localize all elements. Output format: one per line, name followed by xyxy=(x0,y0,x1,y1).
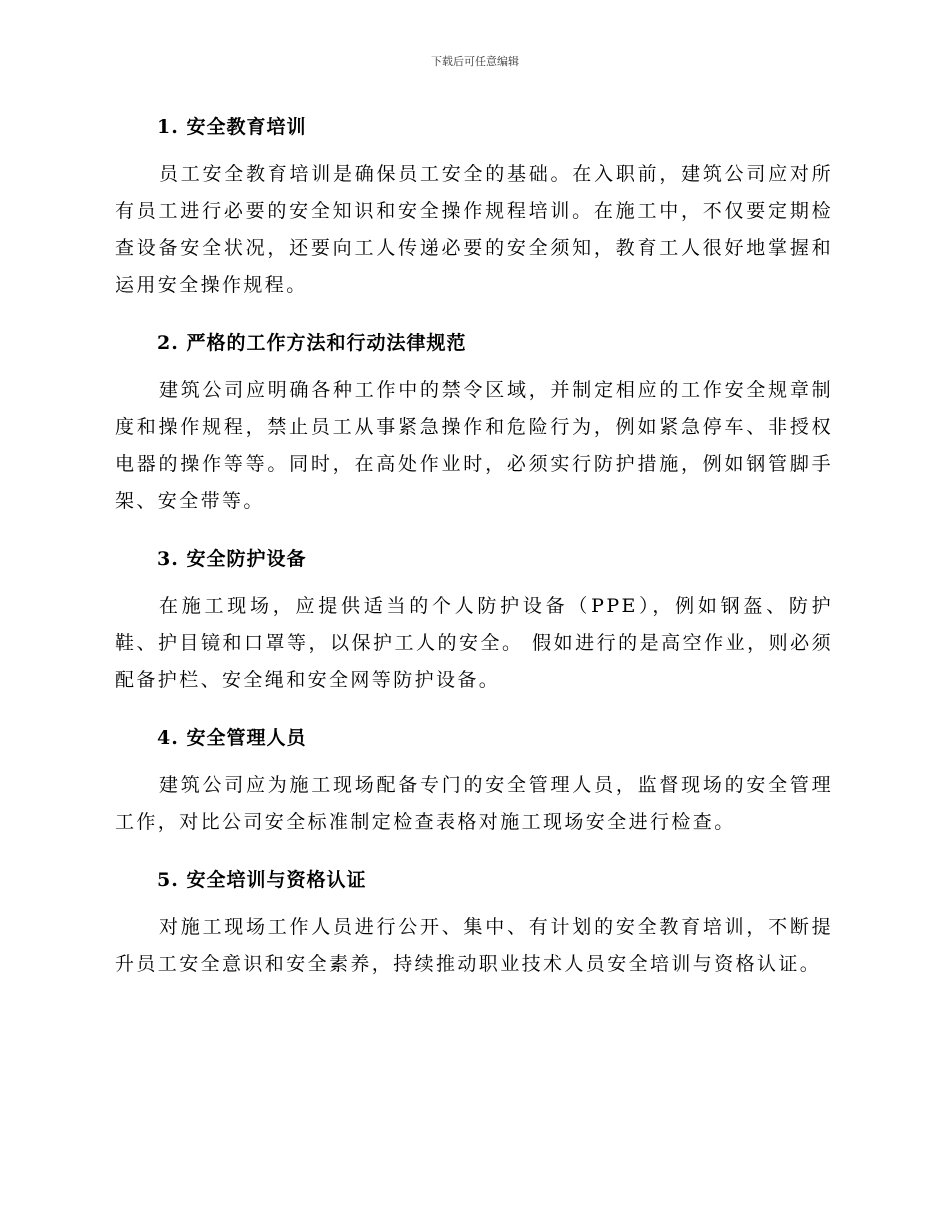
section-heading-1: 1. 安全教育培训 xyxy=(157,116,307,138)
section-heading-4: 4. 安全管理人员 xyxy=(157,727,307,749)
section-heading-5: 5. 安全培训与资格认证 xyxy=(157,869,367,891)
section-body-2: 建筑公司应明确各种工作中的禁令区域，并制定相应的工作安全规章制度和操作规程，禁止员工从事紧急操作和危险行为，例如紧急停车、非授权电器的操作等等。同时，在高处作业时，必须实行防护措施，例如钢管脚手架、安全带等。 xyxy=(115,379,833,512)
header-note: 下载后可任意编辑 xyxy=(431,55,519,68)
section-heading-3: 3. 安全防护设备 xyxy=(157,548,307,570)
document-content xyxy=(115,112,833,983)
section-body-5: 对施工现场工作人员进行公开、集中、有计划的安全教育培训，不断提升员工安全意识和安全素养，持续推动职业技术人员安全培训与资格认证。 xyxy=(115,916,833,975)
section-body-4: 建筑公司应为施工现场配备专门的安全管理人员，监督现场的安全管理工作，对比公司安全标准制定检查表格对施工现场安全进行检查。 xyxy=(115,774,833,833)
section-body-1: 员工安全教育培训是确保员工安全的基础。在入职前，建筑公司应对所有员工进行必要的安全知识和安全操作规程培训。在施工中，不仅要定期检查设备安全状况，还要向工人传递必要的安全须知，教育工人很好地掌握和运用安全操作规程。 xyxy=(115,163,833,296)
section-body-3: 在施工现场，应提供适当的个人防护设备（PPE），例如钢盔、防护鞋、护目镜和口罩等，以保护工人的安全。 假如进行的是高空作业，则必须配备护栏、安全绳和安全网等防护设备。 xyxy=(115,595,833,691)
section-heading-2: 2. 严格的工作方法和行动法律规范 xyxy=(157,332,467,354)
